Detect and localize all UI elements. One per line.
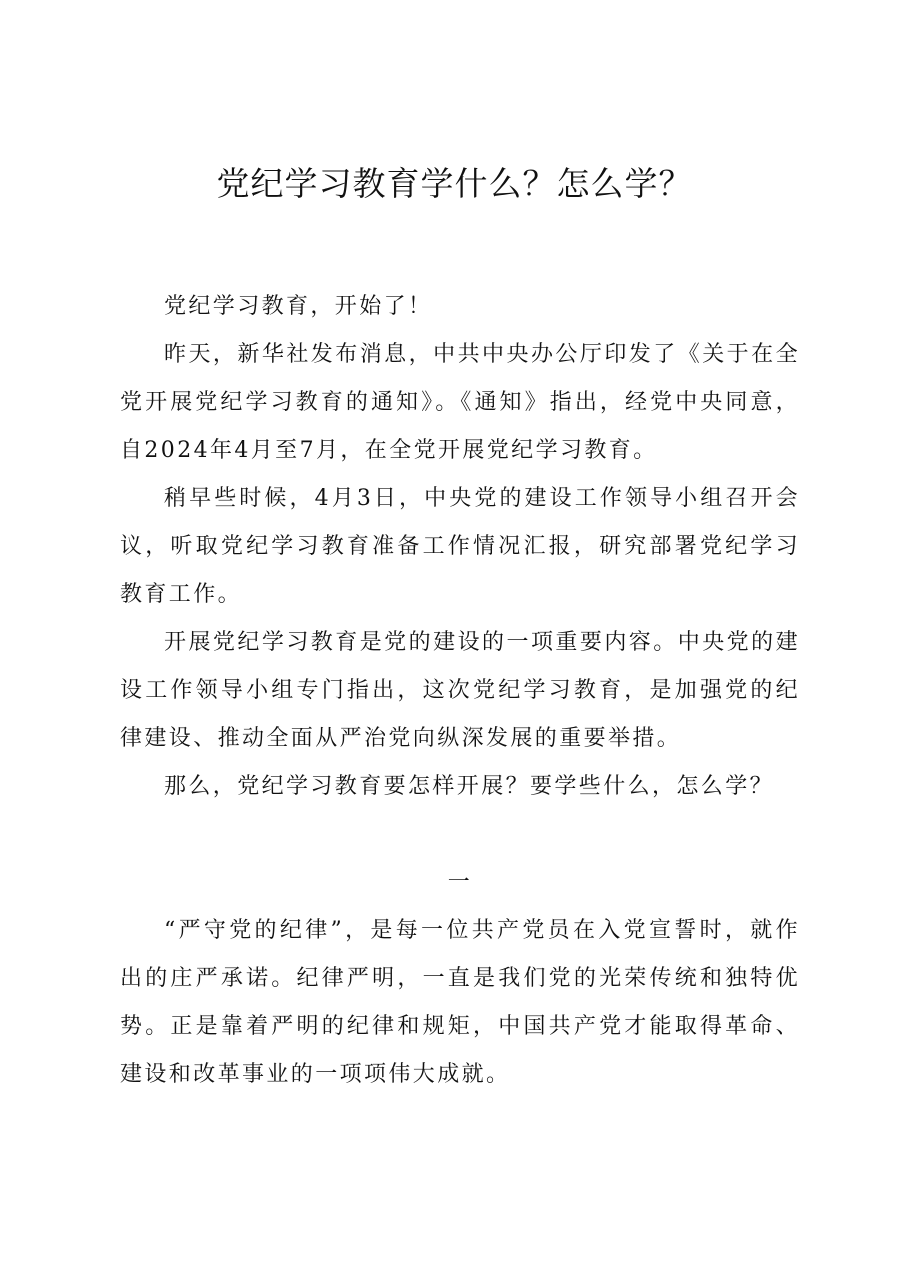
paragraph-importance: 开展党纪学习教育是党的建设的一项重要内容。中央党的建设工作领导小组专门指出，这次党纪学习教育，是加强党的纪律建设、推动全面从严治党向纵深发展的重要举措。 bbox=[120, 630, 800, 751]
paragraph-question: 那么，党纪学习教育要怎样开展？要学些什么，怎么学？ bbox=[164, 774, 775, 799]
paragraph-section-one: “严守党的纪律”，是每一位共产党员在入党宣誓时，就作出的庄严承诺。纪律严明，一直是我们党的光荣传统和独特优势。正是靠着严明的纪律和规矩，中国共产党才能取得革命、建设和改革事业的一项项伟大成就。 bbox=[120, 918, 800, 1087]
section-number: 一 bbox=[447, 870, 473, 895]
paragraph-intro: 党纪学习教育，开始了！ bbox=[164, 294, 433, 319]
paragraph-notice: 昨天，新华社发布消息，中共中央办公厅印发了《关于在全党开展党纪学习教育的通知》。《通知》指出，经党中央同意，自2024年4月至7月，在全党开展党纪学习教育。 bbox=[120, 342, 800, 463]
document-title: 党纪学习教育学什么？怎么学？ bbox=[216, 164, 693, 203]
document-body bbox=[120, 283, 800, 1099]
paragraph-meeting: 稍早些时候，4月3日，中央党的建设工作领导小组召开会议，听取党纪学习教育准备工作情况汇报，研究部署党纪学习教育工作。 bbox=[120, 486, 800, 607]
